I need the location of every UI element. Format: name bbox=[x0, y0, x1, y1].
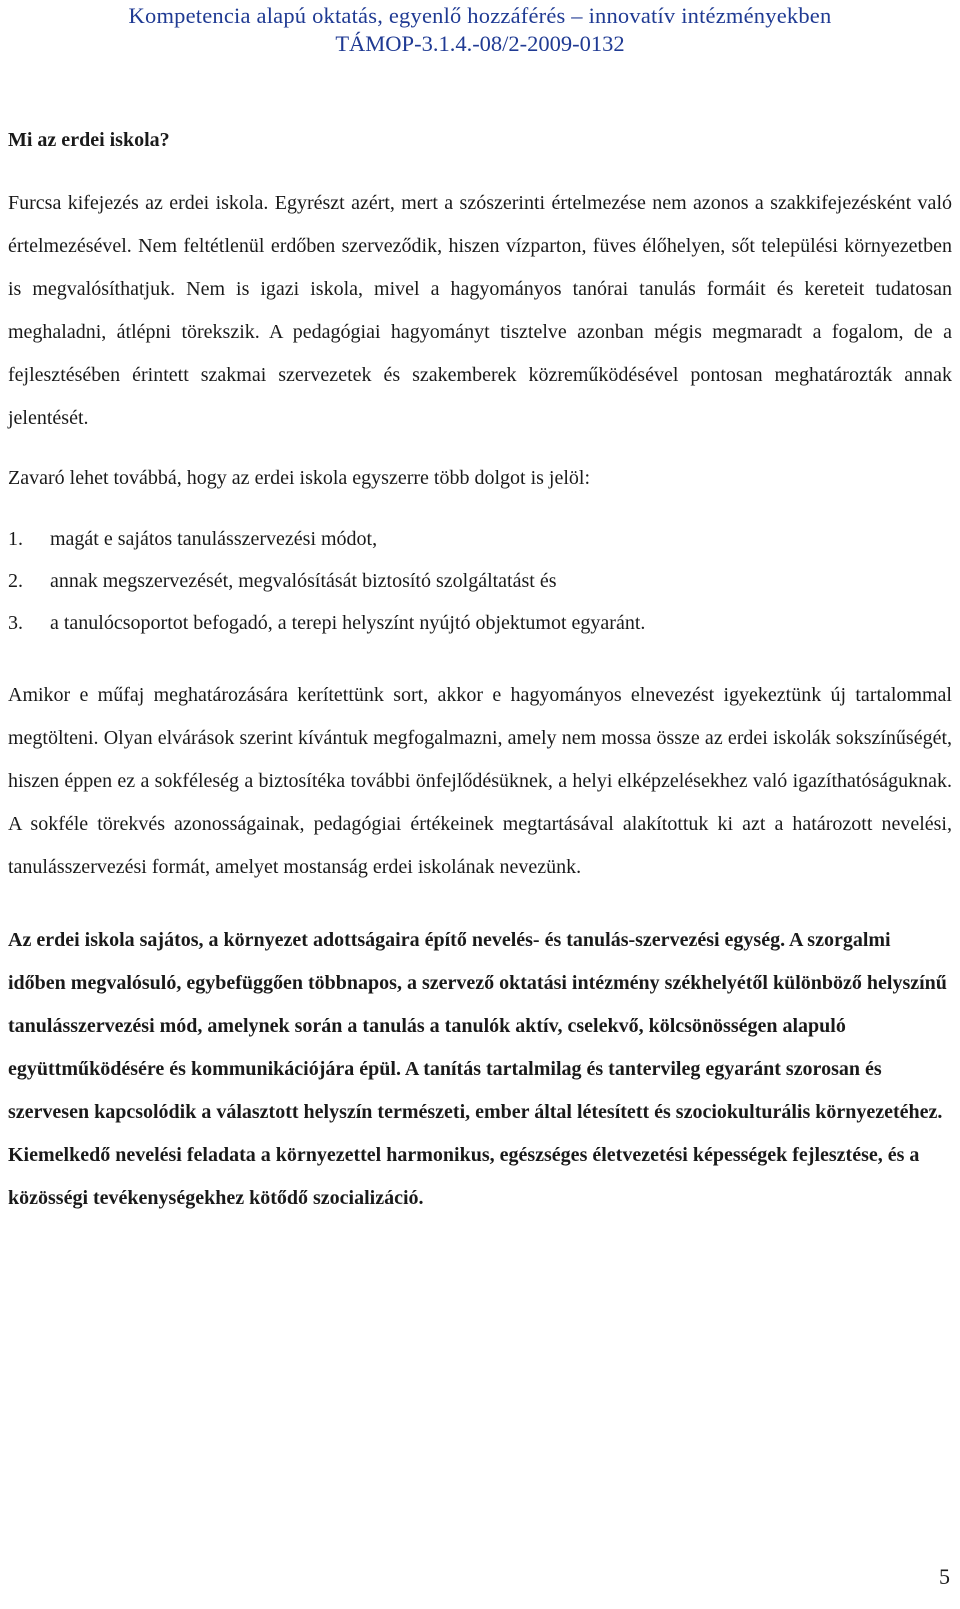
list-item bbox=[8, 602, 952, 644]
header-project-code: TÁMOP-3.1.4.-08/2-2009-0132 bbox=[335, 31, 625, 56]
meaning-list bbox=[8, 518, 952, 644]
page-header bbox=[0, 0, 960, 58]
paragraph-definition-bold: Az erdei iskola sajátos, a környezet adottságaira építő nevelés- és tanulás-szervezési egység. A szorgalmi időben megvalósuló, egybefüggően többnapos, a szervező oktatási intézmény székhelyétől különböző helyszínű tanulásszervezési mód, amelynek során a tanulás a tanulók aktív, cselekvő, kölcsönösségen alapuló együttműködésére és kommunikációjára épül. A tanítás tartalmilag és tantervileg egyaránt szorosan és szervesen kapcsolódik a választott helyszín természeti, ember által létesített és szociokulturális környezetéhez. Kiemelkedő nevelési feladata a környezettel harmonikus, egészséges életvezetési képességek fejlesztése, és a közösségi tevékenységekhez kötődő szocializáció. bbox=[8, 929, 947, 1209]
header-project-title: Kompetencia alapú oktatás, egyenlő hozzáférés – innovatív intézményekben bbox=[128, 3, 832, 28]
section-title: Mi az erdei iskola? bbox=[8, 129, 170, 151]
list-item bbox=[8, 518, 952, 560]
page-number: 5 bbox=[939, 1564, 950, 1589]
list-item-text: a tanulócsoportot befogadó, a terepi helyszínt nyújtó objektumot egyaránt. bbox=[50, 612, 646, 634]
paragraph-list-intro: Zavaró lehet továbbá, hogy az erdei iskola egyszerre több dolgot is jelöl: bbox=[8, 467, 591, 489]
list-item-text: magát e sajátos tanulásszervezési módot, bbox=[50, 528, 378, 550]
list-item-number: 1. bbox=[8, 528, 23, 550]
list-item-text: annak megszervezését, megvalósítását biztosító szolgáltatást és bbox=[50, 570, 557, 592]
paragraph-genre-definition: Amikor e műfaj meghatározására kerítettünk sort, akkor e hagyományos elnevezést igyekeztünk új tartalommal megtölteni. Olyan elvárások szerint kívántuk megfogalmazni, amely nem mossa össze az erdei iskolák sokszínűségét, hiszen éppen ez a sokféleség a biztosítéka további önfejlődésüknek, a helyi elképzelésekhez való igazíthatóságuknak. A sokféle törekvés azonosságainak, pedagógiai értékeinek megtartásával alakítottuk ki azt a határozott nevelési, tanulásszervezési formát, amelyet mostanság erdei iskolának nevezünk. bbox=[8, 684, 952, 878]
list-item-number: 3. bbox=[8, 612, 23, 634]
list-item-number: 2. bbox=[8, 570, 23, 592]
document-body bbox=[8, 126, 952, 1220]
paragraph-intro: Furcsa kifejezés az erdei iskola. Egyrészt azért, mert a szószerinti értelmezése nem azonos a szakkifejezésként való értelmezésével. Nem feltétlenül erdőben szerveződik, hiszen vízparton, füves élőhelyen, sőt települési környezetben is megvalósíthatjuk. Nem is igazi iskola, mivel a hagyományos tanórai tanulás formáit és kereteit tudatosan meghaladni, átlépni törekszik. A pedagógiai hagyományt tisztelve azonban mégis megmaradt a fogalom, de a fejlesztésében érintett szakmai szervezetek és szakemberek közreműködésével pontosan meghatározták annak jelentését. bbox=[8, 192, 952, 429]
list-item bbox=[8, 560, 952, 602]
